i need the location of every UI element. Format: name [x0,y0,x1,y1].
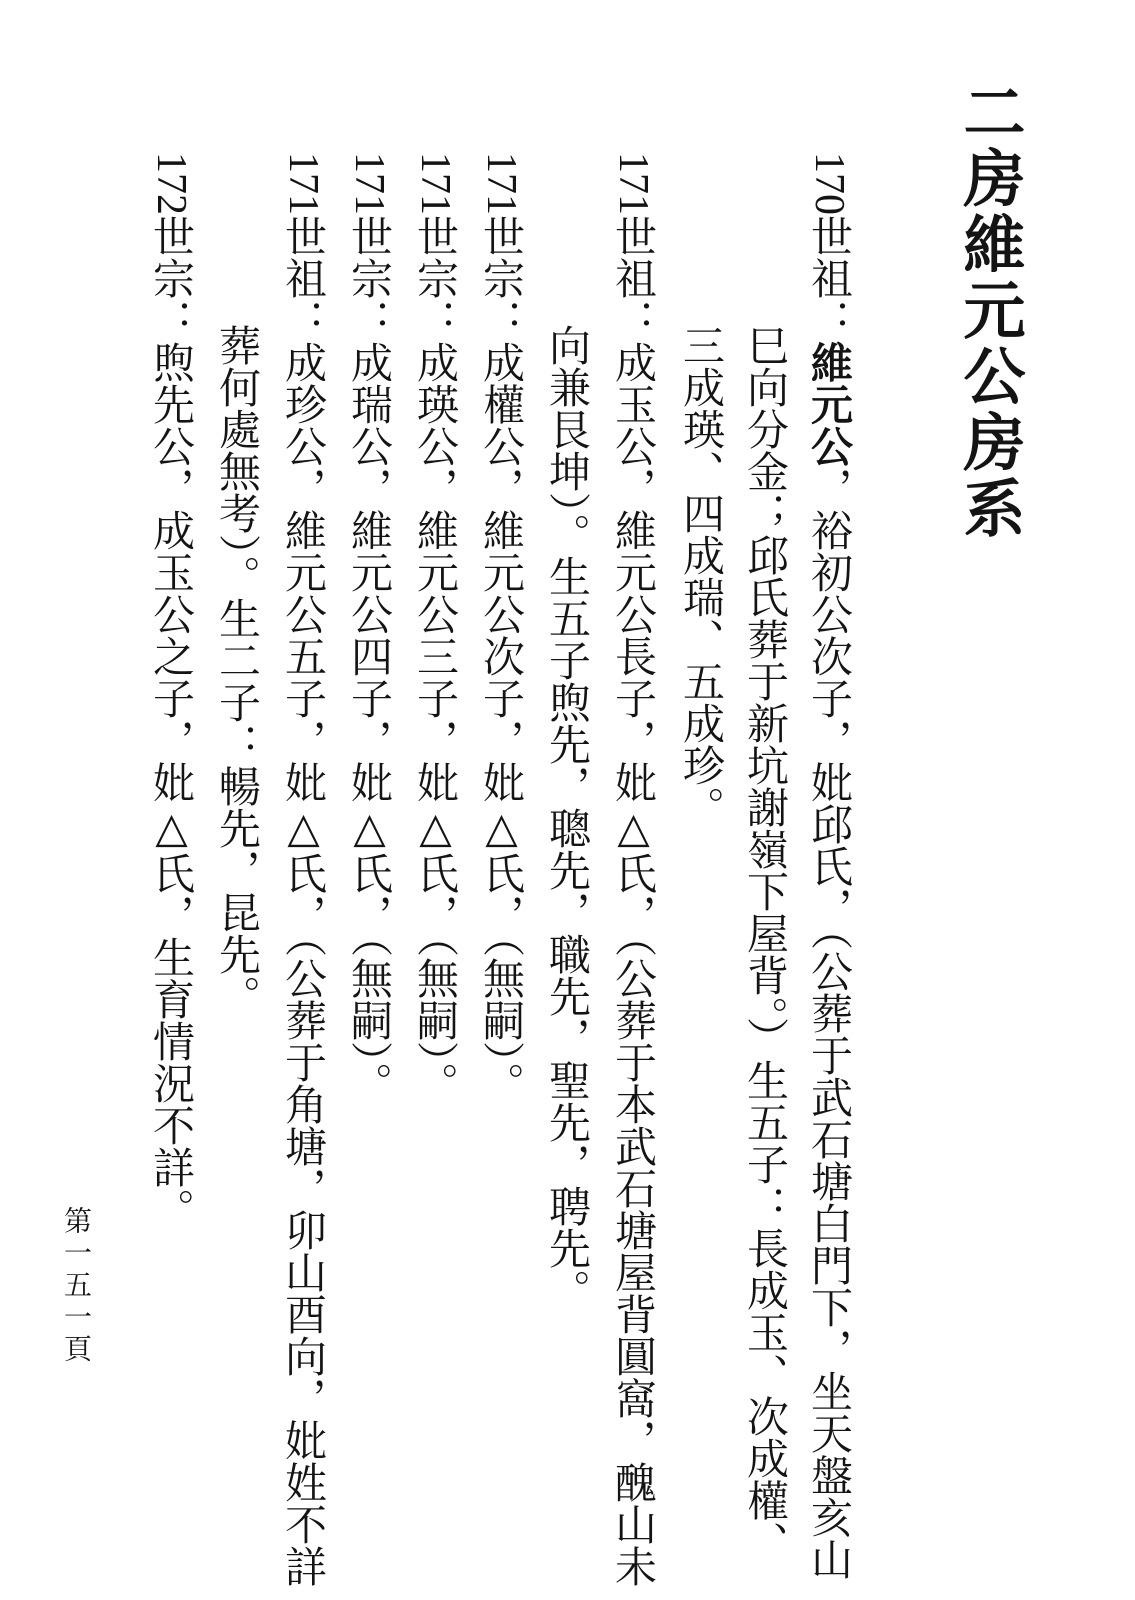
generation-role: 世宗： [147,215,196,341]
entry-171-chengying [411,152,460,1104]
entry-172-xuxian [147,152,196,1230]
ancestor-name: 維元公 [805,341,854,467]
entry-text: ，裕初公次子，妣邱氏，（公葬于武石塘白門下，坐天盤亥山 [805,467,854,1580]
entry-text: 成珍公，維元公五子，妣△氏，（公葬于角塘，卯山酉向，妣姓不詳 [279,341,328,1587]
entry-171-chengquan [477,152,526,1104]
entry-171-chengyu-line-1 [609,152,658,1587]
entry-170-line-3: 三成瑛、四成瑞、五成珍。 [677,324,726,828]
generation-role: 世祖： [609,215,658,341]
page-title: 二房維元公房系 [953,80,1026,542]
entry-170-line-1 [805,152,854,1580]
generation-number: 171 [346,152,392,215]
generation-role: 世祖： [279,215,328,341]
entry-171-chengrui [345,152,394,1104]
generation-number: 171 [610,152,656,215]
entry-text: 成權公，維元公次子，妣△氏，（無嗣）。 [477,341,526,1104]
generation-number: 171 [412,152,458,215]
entry-text: 成玉公，維元公長子，妣△氏，（公葬于本武石塘屋背圓窩，醜山未 [609,341,658,1587]
entry-171-chengzhen-line-1 [279,152,328,1587]
page-number: 第一五一頁 [60,1206,93,1366]
entry-171-chengyu-line-2: 向兼艮坤）。生五子煦先，聰先，職先，聖先，聘先。 [543,324,592,1311]
entry-170-line-2: 巳向分金；邱氏葬于新坑謝嶺下屋背。）生五子：長成玉、次成權、 [741,324,790,1563]
generation-number: 170 [806,152,852,215]
entry-text: 煦先公，成玉公之子，妣△氏，生育情況不詳。 [147,341,196,1230]
generation-role: 世祖： [805,215,854,341]
generation-role: 世宗： [477,215,526,341]
generation-number: 171 [280,152,326,215]
entry-text: 成瑛公，維元公三子，妣△氏，（無嗣）。 [411,341,460,1104]
generation-number: 171 [478,152,524,215]
generation-role: 世宗： [411,215,460,341]
entry-171-chengzhen-line-2: 葬何處無考）。生二子：暢先，昆先。 [213,324,262,1017]
generation-role: 世宗： [345,215,394,341]
entry-text: 成瑞公，維元公四子，妣△氏，（無嗣）。 [345,341,394,1104]
generation-number: 172 [148,152,194,215]
